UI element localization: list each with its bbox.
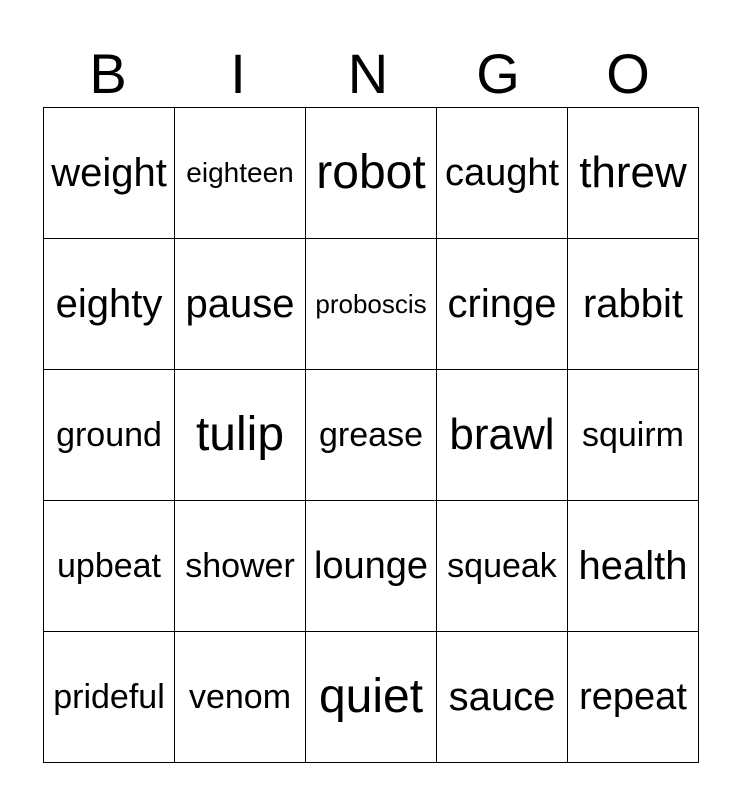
bingo-cell: venom: [175, 632, 306, 763]
header-letter-o: O: [606, 42, 650, 105]
bingo-cell: squeak: [437, 501, 568, 632]
bingo-cell: squirm: [568, 370, 699, 501]
bingo-cell: cringe: [437, 239, 568, 370]
grid-row: [44, 239, 699, 370]
bingo-cell: weight: [44, 108, 175, 239]
bingo-cell: proboscis: [306, 239, 437, 370]
bingo-cell: ground: [44, 370, 175, 501]
bingo-cell: brawl: [437, 370, 568, 501]
grid-row: [44, 108, 699, 239]
bingo-cell: eighty: [44, 239, 175, 370]
bingo-cell: rabbit: [568, 239, 699, 370]
header-letter-i: I: [230, 42, 246, 105]
header-letter-b: B: [89, 42, 127, 105]
bingo-cell: grease: [306, 370, 437, 501]
bingo-cell: caught: [437, 108, 568, 239]
grid-row: [44, 370, 699, 501]
bingo-cell: sauce: [437, 632, 568, 763]
bingo-cell: pause: [175, 239, 306, 370]
bingo-cell: prideful: [44, 632, 175, 763]
bingo-cell: shower: [175, 501, 306, 632]
bingo-cell: repeat: [568, 632, 699, 763]
header-letter-n: N: [347, 42, 389, 105]
grid-row: [44, 501, 699, 632]
bingo-cell: eighteen: [175, 108, 306, 239]
grid-row: [44, 632, 699, 763]
bingo-cell: tulip: [175, 370, 306, 501]
bingo-cell: robot: [306, 108, 437, 239]
header-letter-g: G: [476, 42, 520, 105]
bingo-header: [43, 40, 693, 108]
bingo-grid: [43, 107, 699, 763]
bingo-cell: lounge: [306, 501, 437, 632]
bingo-cell: health: [568, 501, 699, 632]
bingo-cell: quiet: [306, 632, 437, 763]
bingo-cell: threw: [568, 108, 699, 239]
bingo-cell: upbeat: [44, 501, 175, 632]
